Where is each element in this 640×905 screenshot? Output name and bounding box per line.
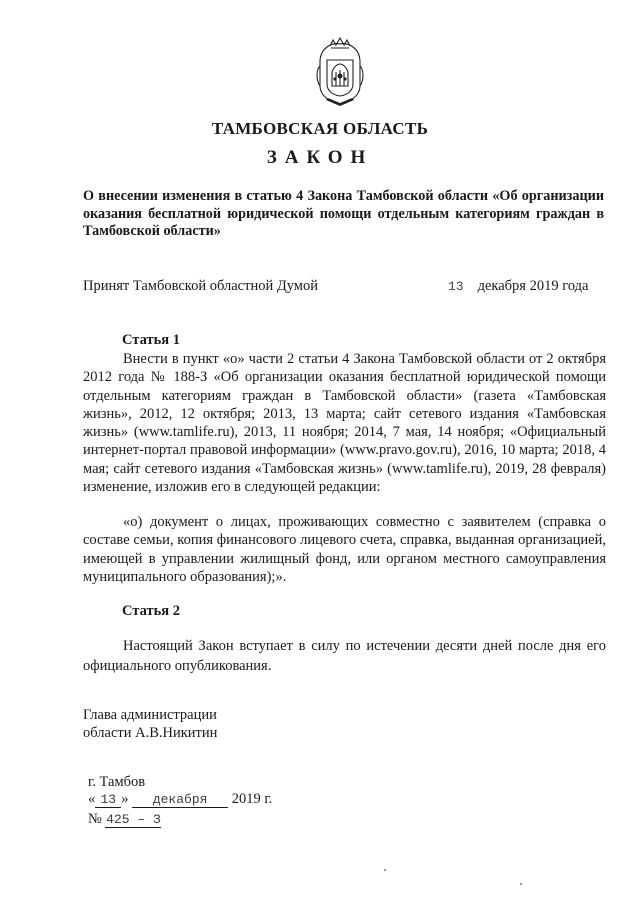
- place-of-signing: г. Тамбов: [88, 774, 146, 790]
- article-2-paragraph: Настоящий Закон вступает в силу по истечении десяти дней после дня его официального опубликования.: [83, 638, 606, 674]
- adoption-date: [448, 278, 588, 295]
- law-number-handwritten: 425 – З: [106, 812, 161, 827]
- signing-month-handwritten: декабря: [132, 792, 228, 808]
- scan-speck: [384, 869, 386, 871]
- article-1-heading: Статья 1: [122, 332, 180, 348]
- document-type: ЗАКОН: [266, 147, 374, 168]
- adoption-month-year: декабря 2019 года: [477, 278, 589, 294]
- date-open-quote: «: [88, 791, 96, 807]
- region-name: ТАМБОВСКАЯ ОБЛАСТЬ: [211, 119, 429, 138]
- signer-position: Глава администрации: [83, 707, 217, 723]
- article-2-heading: Статья 2: [122, 603, 180, 619]
- scan-speck: [520, 883, 522, 885]
- signing-date: [88, 791, 272, 808]
- law-number: [88, 811, 161, 828]
- article-1-amendment-text: «о) документ о лицах, проживающих совместно с заявителем (справка о составе семьи, копия финансового лицевого счета, справка, выданная организацией, имеющей в управлении жилищный фонд, или органом местного самоуправления муниципального образования);».: [83, 514, 606, 585]
- adoption-day-handwritten: 13: [448, 279, 464, 294]
- article-1-paragraph: Внести в пункт «о» части 2 статьи 4 Закона Тамбовской области от 2 октября 2012 года № 188-З «Об организации оказания бесплатной юридической помощи отдельным категориям граждан в Тамбовской области» (газета «Тамбовская жизнь», 2012, 12 октября; 2013, 13 марта; сайт сетевого издания «Тамбовская жизнь» (www.tamlife.ru), 2013, 11 ноября; 2014, 7 мая, 14 ноября; «Официальный интернет-портал правовой информации» (www.pravo.gov.ru), 2016, 10 марта; 2018, 4 мая; сайт сетевого издания «Тамбовская жизнь» (www.tamlife.ru), 2019, 28 февраля) изменение, изложив его в следующей редакции:: [83, 351, 606, 496]
- number-sign: №: [88, 811, 102, 827]
- coat-of-arms-emblem: [314, 36, 366, 108]
- signing-day-handwritten: 13: [95, 792, 121, 808]
- signer-name: области А.В.Никитин: [83, 725, 218, 741]
- document-title: О внесении изменения в статью 4 Закона Тамбовской области «Об организации оказания бесплатной юридической помощи отдельным категориям граждан в Тамбовской области»: [83, 188, 604, 239]
- signature-block: [83, 706, 217, 742]
- date-close-quote: »: [121, 791, 129, 807]
- adoption-statement: Принят Тамбовской областной Думой: [83, 278, 318, 294]
- signing-year: 2019 г.: [231, 791, 273, 807]
